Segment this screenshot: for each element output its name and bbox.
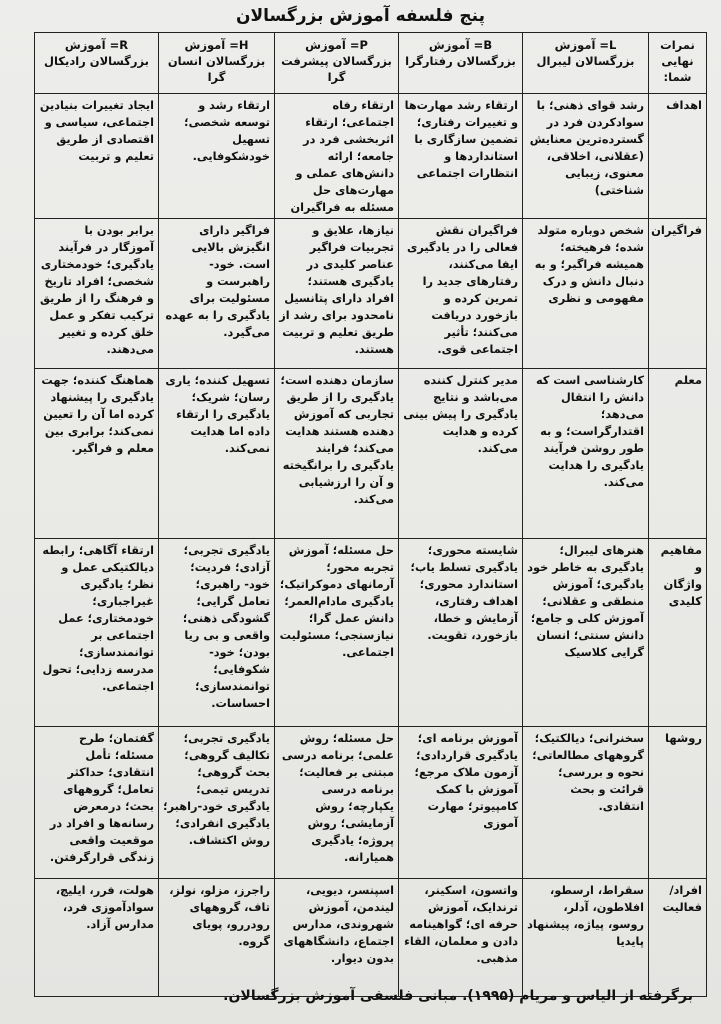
table-cell: سازمان دهنده است؛ یادگیری را از طریق تجاربی که آموزش دهنده هستند هدایت می‌کند؛ فرایند یادگیری را برانگیخته و آن را ارزشیابی می‌کند. (275, 369, 399, 539)
corner-cell: نمرات نهایی شما: (649, 33, 707, 94)
table-cell: گفتمان؛ طرح مسئله؛ تأمل انتقادی؛ حداکثر تعامل؛ گروههای بحث؛ درمعرض رسانه‌ها و افراد در موقعیت واقعی زندگی قرارگرفتن. (35, 727, 159, 879)
table-row-methods (35, 727, 707, 879)
table-cell: برابر بودن با آموزگار در فرآیند یادگیری؛ خودمختاری شخصی؛ افراد تاریخ و فرهنگ را از طریق ترکیب تفکر و عمل خلق کرده و تغییر می‌دهند. (35, 219, 159, 369)
column-header-humanist: H= آموزش بزرگسالان انسان گرا (159, 33, 275, 94)
table-cell: سخنرانی؛ دیالکتیک؛ گروههای مطالعاتی؛ نحوه و بررسی؛ قرائت و بحث انتقادی. (523, 727, 649, 879)
row-label: فراگیران (649, 219, 707, 369)
row-label: اهداف (649, 94, 707, 219)
table-row-learners (35, 219, 707, 369)
row-label: معلم (649, 369, 707, 539)
table-cell: رشد قوای ذهنی؛ با سوادکردن فرد در گسترده‌ترین معنایش (عقلانی، اخلاقی، معنوی، زیبایی شناختی) (523, 94, 649, 219)
table-cell: ارتقاء رشد مهارت‌ها و تغییرات رفتاری؛ تضمین سازگاری با استانداردها و انتظارات اجتماعی (399, 94, 523, 219)
table-cell: کارشناسی است که دانش را انتقال می‌دهد؛ اقتدارگراست؛ و به طور روشن فرآیند یادگیری را هدایت می‌کند. (523, 369, 649, 539)
header-row (35, 33, 707, 94)
table-cell: هماهنگ کننده؛ جهت یادگیری را پیشنهاد کرده اما آن را تعیین نمی‌کند؛ برابری بین معلم و فراگیر. (35, 369, 159, 539)
table-cell: شخص دوباره متولد شده؛ فرهیخته؛ همیشه فراگیر؛ و به دنبال دانش و درک مفهومی و نظری (523, 219, 649, 369)
document-title: پنج فلسفه آموزش بزرگسالان (236, 6, 485, 26)
table-row-key-concepts (35, 539, 707, 727)
table-cell: تسهیل کننده؛ یاری رسان؛ شریک؛ یادگیری را ارتقاء داده اما هدایت نمی‌کند. (159, 369, 275, 539)
table-cell: هولت، فرر، ایلیچ، سوادآموزی فرد، مدارس آزاد. (35, 879, 159, 997)
row-label: افراد/ فعالیت (649, 879, 707, 997)
table-cell: نیازها، علایق و تجربیات فراگیر عناصر کلیدی در یادگیری هستند؛ افراد دارای پتانسیل نامحدود برای رشد از طریق تعلیم و تربیت هستند. (275, 219, 399, 369)
philosophy-table (34, 32, 707, 997)
table-row-goals (35, 94, 707, 219)
table-row-teacher (35, 369, 707, 539)
table-cell: سقراط، ارسطو، افلاطون، آدلر، روسو، پیاژه، پیشنهاد پایدیا (523, 879, 649, 997)
table-cell: حل مسئله؛ آموزش تجربه محور؛ آرمانهای دموکراتیک؛ یادگیری مادام‌العمر؛ دانش عمل گرا؛ نیازسنجی؛ مسئولیت اجتماعی. (275, 539, 399, 727)
table-cell: هنرهای لیبرال؛ یادگیری به خاطر خود یادگیری؛ آموزش منطقی و عقلانی؛ آموزش کلی و جامع؛ دانش سنتی؛ انسان گرایی کلاسیک (523, 539, 649, 727)
table-cell: واتسون، اسکینر، ترندایک، آموزش حرفه ای؛ گواهینامه دادن و معلمان، القاء مذهبی. (399, 879, 523, 997)
table-cell: مدیر کنترل کننده می‌باشد و نتایج یادگیری را پیش بینی کرده و هدایت می‌کند. (399, 369, 523, 539)
table-cell: فراگیران نقش فعالی را در یادگیری ایفا می‌کنند، رفتارهای جدید را تمرین کرده و بازخورد دریافت می‌کنند؛ تأثیر اجتماعی قوی. (399, 219, 523, 369)
column-header-radical: R= آموزش بزرگسالان رادیکال (35, 33, 159, 94)
table-cell: یادگیری تجربی؛ آزادی؛ فردیت؛ خود- راهبری؛ تعامل گرایی؛ گشودگی ذهنی؛ واقعی و بی ریا بودن؛ خود-شکوفایی؛ توانمندسازی؛ احساسات. (159, 539, 275, 727)
source-citation: برگرفته از الیاس و مریام (۱۹۹۵). مبانی فلسفی آموزش بزرگسالان. (223, 988, 693, 1004)
column-header-progressive: P= آموزش بزرگسالان پیشرفت گرا (275, 33, 399, 94)
table-cell: شایسته محوری؛ یادگیری تسلط یاب؛ استاندارد محوری؛ اهداف رفتاری، آزمایش و خطا، بازخورد، تقویت. (399, 539, 523, 727)
column-header-liberal: L= آموزش بزرگسالان لیبرال (523, 33, 649, 94)
table-cell: یادگیری تجربی؛ تکالیف گروهی؛ بحث گروهی؛ تدریس تیمی؛ یادگیری خود-راهبر؛ یادگیری انفرادی؛ روش اکتشاف. (159, 727, 275, 879)
table-cell: ارتقاء آگاهی؛ رابطه دیالکتیکی عمل و نظر؛ یادگیری غیراجباری؛ خودمختاری؛ عمل اجتماعی بر توانمندسازی؛ مدرسه زدایی؛ تحول اجتماعی. (35, 539, 159, 727)
table-cell: ایجاد تغییرات بنیادین اجتماعی، سیاسی و اقتصادی از طریق تعلیم و تربیت (35, 94, 159, 219)
table-cell: ارتقاء رشد و توسعه شخصی؛ تسهیل خودشکوفایی. (159, 94, 275, 219)
table-cell: فراگیر دارای انگیزش بالایی است. خود-راهبرست و مسئولیت برای یادگیری را به عهده می‌گیرد. (159, 219, 275, 369)
table-cell: آموزش برنامه ای؛ یادگیری قراردادی؛ آزمون ملاک مرجع؛ آموزش با کمک کامپیوتر؛ مهارت آموزی (399, 727, 523, 879)
table-cell: اسپنسر، دیویی، لیندمن، آموزش شهروندی، مدارس اجتماع، دانشگاههای بدون دیوار. (275, 879, 399, 997)
table-cell: ارتقاء رفاه اجتماعی؛ ارتقاء اثربخشی فرد در جامعه؛ ارائه دانش‌های عملی و مهارت‌های حل مسئله به فراگیران (275, 94, 399, 219)
column-header-behaviorist: B= آموزش بزرگسالان رفتارگرا (399, 33, 523, 94)
row-label: روشها (649, 727, 707, 879)
table-row-people (35, 879, 707, 997)
table-cell: حل مسئله؛ روش علمی؛ برنامه درسی مبتنی بر فعالیت؛ برنامه درسی یکپارچه؛ روش آزمایشی؛ روش پروژه؛ یادگیری همیارانه. (275, 727, 399, 879)
table-cell: راجرز، مزلو، نولز، تاف، گروههای رودررو، پویای گروه. (159, 879, 275, 997)
row-label: مفاهیم و واژگان کلیدی (649, 539, 707, 727)
